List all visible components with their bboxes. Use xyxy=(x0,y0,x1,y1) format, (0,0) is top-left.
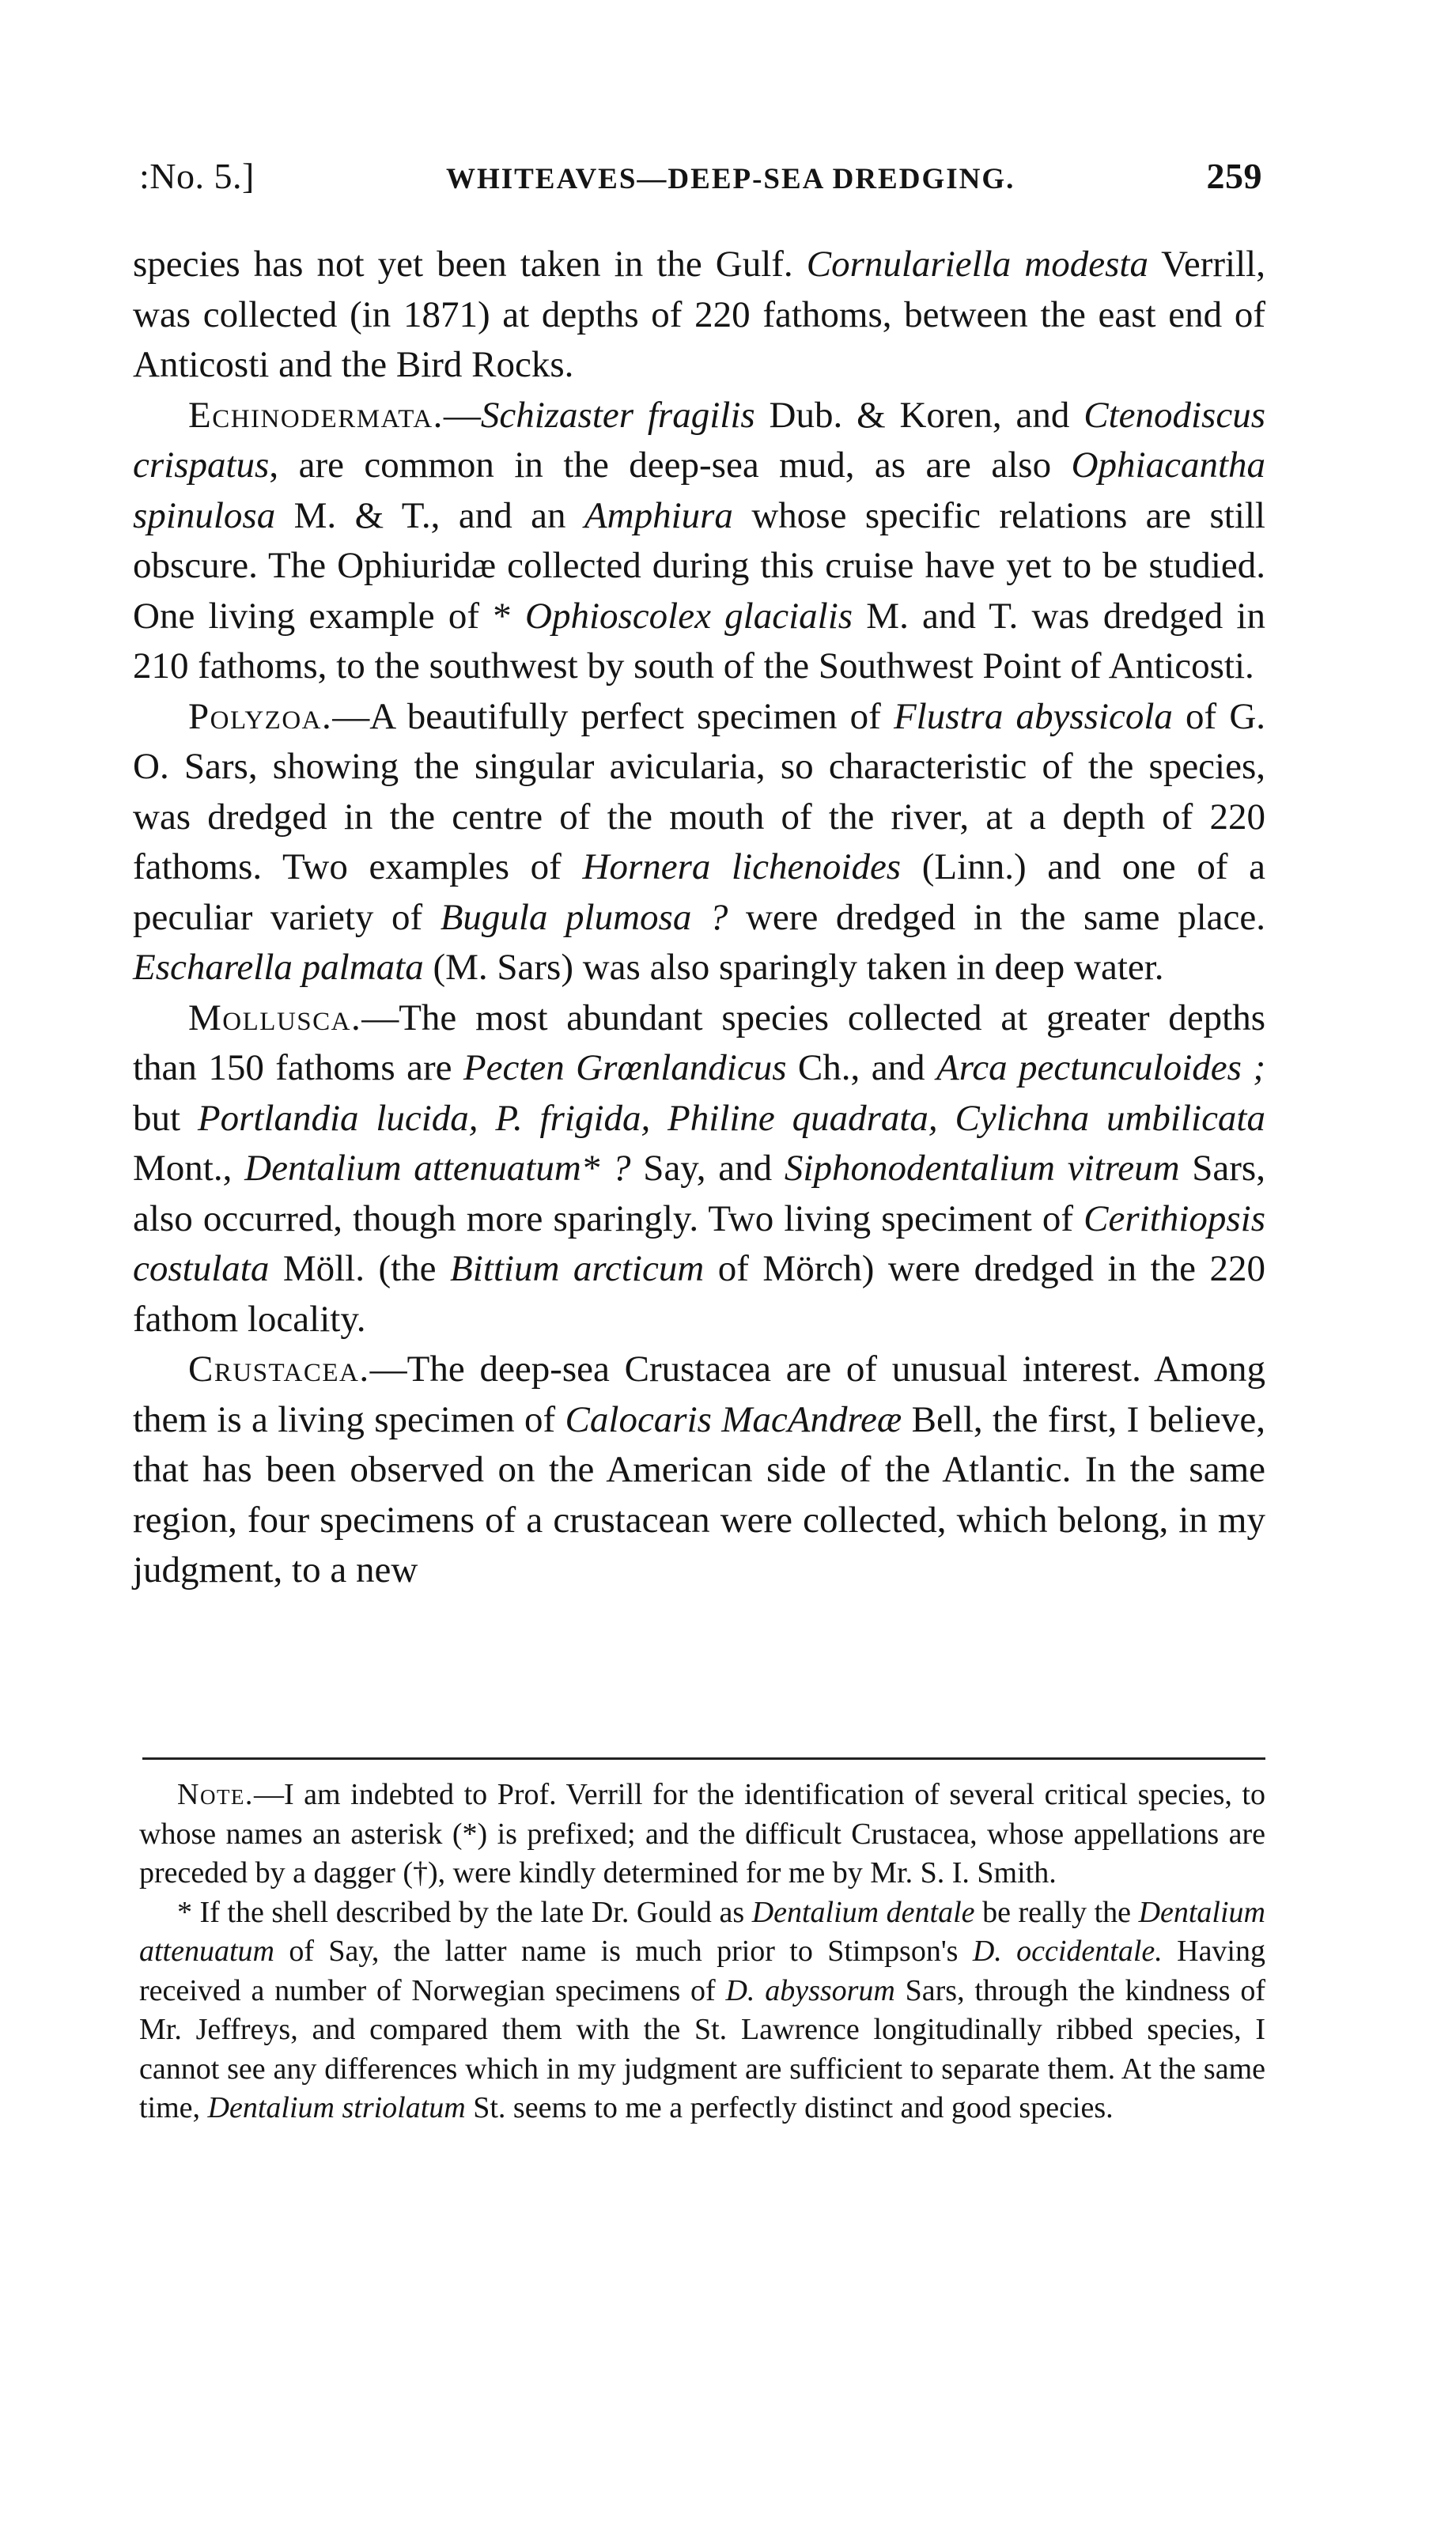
taxon-name: Amphiura xyxy=(584,494,733,536)
taxon-name: Cornulariella modesta xyxy=(806,244,1148,285)
footnote-identification xyxy=(139,1776,1265,1893)
heading-dash: — xyxy=(332,695,370,737)
text-run: (M. Sars) was also sparingly taken in deep water. xyxy=(423,947,1164,988)
text-run: The most abundant species collected at greater depths than 150 fathoms are xyxy=(133,997,1265,1088)
running-header xyxy=(139,155,1262,210)
taxon-name: Calocaris MacAndreæ xyxy=(565,1398,902,1440)
text-run: Say, and xyxy=(630,1148,785,1189)
taxon-name: Schizaster fragilis xyxy=(480,394,755,436)
taxon-name: Ctenodiscus crispatus xyxy=(133,394,1265,486)
text-run: St. seems to me a perfectly distinct and good species. xyxy=(465,2091,1114,2124)
heading-dash: — xyxy=(253,1778,284,1811)
text-run: I am indebted to Prof. Verrill for the identification of several critical species, to whose names an asterisk (*) is prefixed; and the difficult Crustacea, whose appellations are preceded by a dagger (†), were kindly determined for me by Mr. S. I. Smith. xyxy=(139,1778,1265,1889)
heading-dash: — xyxy=(443,394,481,436)
footnote-rule xyxy=(142,1757,1265,1760)
section-heading: Crustacea. xyxy=(188,1349,370,1390)
running-title: WHITEAVES—DEEP-SEA DREDGING. xyxy=(445,163,1015,195)
heading-dash: — xyxy=(369,1349,407,1390)
paragraph-mollusca xyxy=(133,993,1265,1345)
paragraph-polyzoa xyxy=(133,692,1265,993)
text-run: Bell, the first, I believe, that has been observed on the American side of the Atlantic. In the same region, four specimens of a crustacean were collected, which belong, in my judgment, to a new xyxy=(133,1398,1265,1591)
text-run: of Mörch) were dredged in the 220 fathom locality. xyxy=(133,1248,1265,1340)
section-heading: Echinodermata. xyxy=(188,394,444,436)
section-heading: Polyzoa. xyxy=(188,695,333,737)
taxon-name: Flustra abyssicola xyxy=(893,695,1173,737)
taxon-name: Ophioscolex glacialis xyxy=(525,595,853,637)
taxon-name: Portlandia lucida, P. frigida, Philine quadrata, Cylichna umbilicata xyxy=(197,1097,1265,1139)
text-run: of Say, the latter name is much prior to Stimpson's xyxy=(274,1935,973,1968)
text-run: Ch., and xyxy=(786,1047,936,1088)
taxon-name: Bittium arcticum xyxy=(450,1248,705,1289)
text-run: Möll. (the xyxy=(269,1248,451,1289)
text-run: but xyxy=(133,1097,198,1139)
text-run: M. & T., and an xyxy=(275,494,584,536)
text-run: whose specific relations are still obscure. The Ophiuridæ collected during this cruise have yet to be studied. One living example of * xyxy=(133,494,1265,637)
page-number: 259 xyxy=(1206,156,1262,196)
text-run: be really the xyxy=(974,1895,1139,1929)
paragraph-gulf-species xyxy=(133,240,1265,391)
section-heading: Mollusca. xyxy=(188,997,362,1038)
note-heading: Note. xyxy=(177,1778,254,1811)
taxon-name: Dentalium attenuatum xyxy=(139,1895,1265,1968)
text-run: were dredged in the same place. xyxy=(728,896,1265,938)
text-run: Verrill, was collected (in 1871) at depths of 220 fathoms, between the east end of Anticosti and the Bird Rocks. xyxy=(133,244,1265,385)
text-run: * If the shell described by the late Dr. Gould as xyxy=(177,1895,752,1929)
text-run: of G. O. Sars, showing the singular avicularia, so characteristic of the species, was dredged in the centre of the mouth of the river, at a depth of 220 fathoms. Two examples of xyxy=(133,695,1266,887)
text-run: M. and T. was dredged in 210 fathoms, to the southwest by south of the Southwest Point of Anticosti. xyxy=(133,595,1265,687)
taxon-name: Dentalium striolatum xyxy=(207,2091,466,2124)
taxon-name: Escharella palmata xyxy=(133,947,424,988)
taxon-name: Dentalium dentale xyxy=(751,1895,975,1929)
taxon-name: Hornera lichenoides xyxy=(582,846,902,887)
text-run: Sars, also occurred, though more sparingly. Two living speciment of xyxy=(133,1148,1265,1239)
taxon-name: D. abyssorum xyxy=(725,1973,895,2007)
footnotes xyxy=(139,1776,1265,2128)
paragraph-echinodermata xyxy=(133,391,1265,692)
text-run: (Linn.) and one of a peculiar variety of xyxy=(133,846,1265,938)
taxon-name: Bugula plumosa ? xyxy=(440,896,728,938)
issue-number: :No. 5.] xyxy=(139,156,255,196)
footnote-dentalium xyxy=(139,1893,1265,2128)
text-run: Mont., xyxy=(133,1148,245,1189)
taxon-name: D. occidentale. xyxy=(972,1935,1163,1968)
text-run: The deep-sea Crustacea are of unusual interest. Among them is a living specimen of xyxy=(133,1349,1265,1440)
text-run: Sars, through the kindness of Mr. Jeffreys, and compared them with the St. Lawrence longitudinally ribbed species, I cannot see any differences which in my judgment are sufficient to separate them. At the same time, xyxy=(139,1973,1265,2124)
text-run: Having received a number of Norwegian specimens of xyxy=(139,1935,1265,2007)
taxon-name: Arca pectunculoides ; xyxy=(936,1047,1265,1088)
paragraph-crustacea xyxy=(133,1345,1265,1596)
body-text xyxy=(133,240,1265,1596)
taxon-name: Ophiacantha spinulosa xyxy=(133,444,1265,536)
taxon-name: Cerithiopsis costulata xyxy=(133,1197,1265,1289)
text-run: Dub. & Koren, and xyxy=(754,394,1084,436)
text-run: A beautifully perfect specimen of xyxy=(369,695,894,737)
taxon-name: Pecten Grœnlandicus xyxy=(463,1047,787,1088)
taxon-name: Siphonodentalium vitreum xyxy=(784,1148,1180,1189)
taxon-name: Dentalium attenuatum* ? xyxy=(244,1148,631,1189)
text-run: , are common in the deep-sea mud, as are also xyxy=(269,444,1072,486)
heading-dash: — xyxy=(361,997,399,1038)
text-run: species has not yet been taken in the Gulf. xyxy=(133,244,807,285)
